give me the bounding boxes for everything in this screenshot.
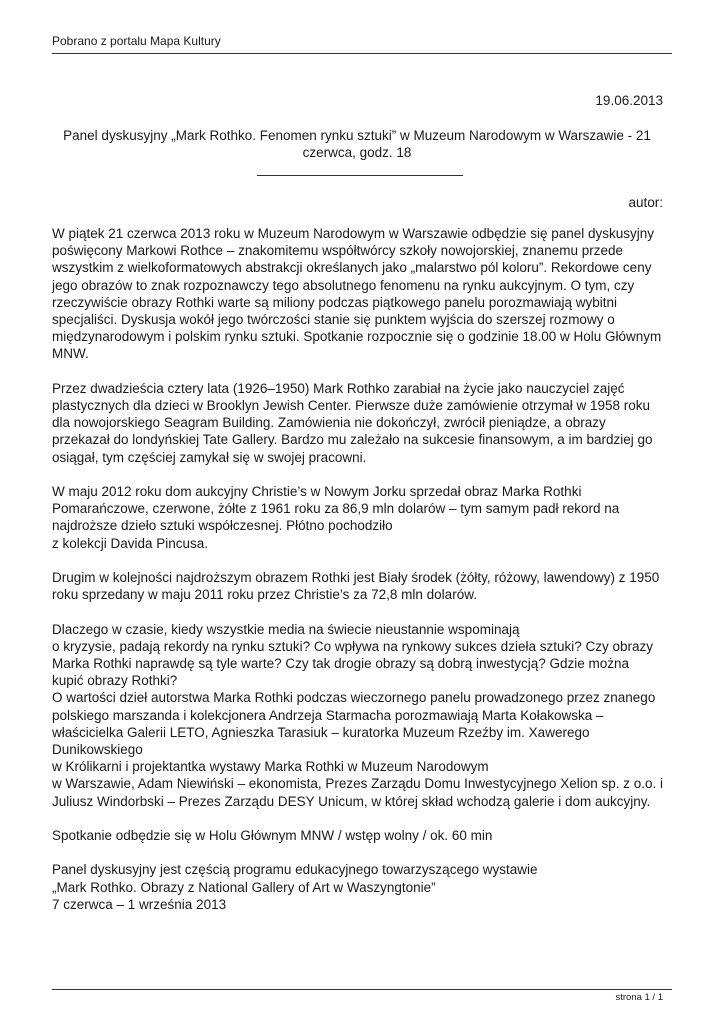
text-line: W maju 2012 roku dom aukcyjny Christie’s w Nowym Jorku sprzedał obraz Marka Rothki Pomarańczowe, czerwone, żółte z 1961 roku za 86,9 mln dolarów – tym samym padł rekord na najdroższe dzieło sztuki współczesnej. Płótno pochodziło (52, 484, 620, 534)
paragraph-program (52, 861, 664, 913)
document-body (52, 225, 664, 930)
text-line: 7 czerwca – 1 września 2013 (52, 896, 227, 912)
document-author-label: autor: (628, 195, 663, 210)
text-line: w Królikarni i projektantka wystawy Marka Rothki w Muzeum Narodowym (52, 759, 489, 775)
text-line: z kolekcji Davida Pincusa. (52, 535, 209, 551)
text-line: w Warszawie, Adam Niewiński – ekonomista, Prezes Zarządu Domu Inwestycyjnego Xelion sp. z o.o. i Juliusz Windorbski – Prezes Zarządu DESY Unicum, w której skład wchodzą galerie i dom aukcyjny. (52, 776, 664, 809)
page-number: strona 1 / 1 (615, 992, 663, 1003)
text-line: o kryzysie, padają rekordy na rynku sztuki? Co wpływa na rynkowy sukces dzieła sztuki? Czy obrazy Marka Rothki naprawdę są tyle warte? Czy tak drogie obrazy są dobrą inwestycją? Gdzie można kupić obrazy Rothki? (52, 638, 653, 689)
text-line: Przez dwadzieścia cztery lata (1926–1950) Mark Rothko zarabiał na życie jako nauczyciel zajęć plastycznych dla dzieci w Brooklyn Jewish Center. Pierwsze duże zamówienie otrzymał w 1958 roku dla nowojorskiego Seagram Building. Zamówienia nie dokończył, zwrócił pieniądze, a obrazy przekazał do londyńskiej Tate Gallery. Bardzo mu zależało na sukcesie finansowym, a im bardziej go osiągał, tym częściej zamykał się w swojej pracowni. (52, 380, 653, 465)
paragraph-venue (52, 827, 664, 844)
text-line: Dlaczego w czasie, kiedy wszystkie media na świecie nieustannie wspominają (52, 621, 520, 637)
paragraph-questions (52, 621, 664, 690)
text-line: Spotkanie odbędzie się w Holu Głównym MNW / wstęp wolny / ok. 60 min (52, 828, 493, 844)
paragraph-record-sale (52, 483, 664, 552)
text-line: „Mark Rothko. Obrazy z National Gallery of Art w Waszyngtonie” (52, 879, 436, 895)
document-date: 19.06.2013 (595, 93, 663, 108)
title-divider (257, 175, 463, 176)
text-line: Drugim w kolejności najdroższym obrazem Rothki jest Biały środek (żółty, różowy, lawendowy) z 1950 roku sprzedany w maju 2011 roku przez Christie’s za 72,8 mln dolarów. (52, 570, 660, 603)
text-line: Panel dyskusyjny jest częścią programu edukacyjnego towarzyszącego wystawie (52, 862, 538, 878)
document-title: Panel dyskusyjny „Mark Rothko. Fenomen rynku sztuki” w Muzeum Narodowym w Warszawie - 21 czerwca, godz. 18 (63, 128, 651, 160)
text-line: W piątek 21 czerwca 2013 roku w Muzeum Narodowym w Warszawie odbędzie się panel dyskusyjny poświęcony Markowi Rothce – znakomitemu współtwórcy szkoły nowojorskiej, znanemu przede wszystkim z wielkoformatowych abstrakcji określanych jako „malarstwo pól koloru”. Rekordowe ceny jego obrazów to znak rozpoznawczy tego absolutnego fenomenu na rynku aukcyjnym. O tym, czy rzeczywiście obrazy Rothki warte są miliony podczas piątkowego panelu porozmawiają wybitni specjaliści. Dyskusja wokół jego twórczości stanie się punktem wyjścia do szerszej rozmowy o międzynarodowym i polskim rynku sztuki. Spotkanie rozpocznie się o godzinie 18.00 w Holu Głównym MNW. (52, 226, 662, 362)
header-divider (52, 53, 672, 54)
text-line: O wartości dzieł autorstwa Marka Rothki podczas wieczornego panelu prowadzonego przez znanego polskiego marszanda i kolekcjonera Andrzeja Starmacha porozmawiają Marta Kołakowska – właścicielka Galerii LETO, Agnieszka Tarasiuk – kuratorka Muzeum Rzeźby im. Xawerego Dunikowskiego (52, 690, 656, 758)
paragraph-biography (52, 380, 664, 466)
paragraph-second-sale (52, 569, 664, 603)
footer-divider (52, 989, 672, 990)
page-header-source: Pobrano z portalu Mapa Kultury (52, 34, 221, 48)
paragraph-panelists (52, 689, 664, 809)
paragraph-intro (52, 225, 664, 363)
